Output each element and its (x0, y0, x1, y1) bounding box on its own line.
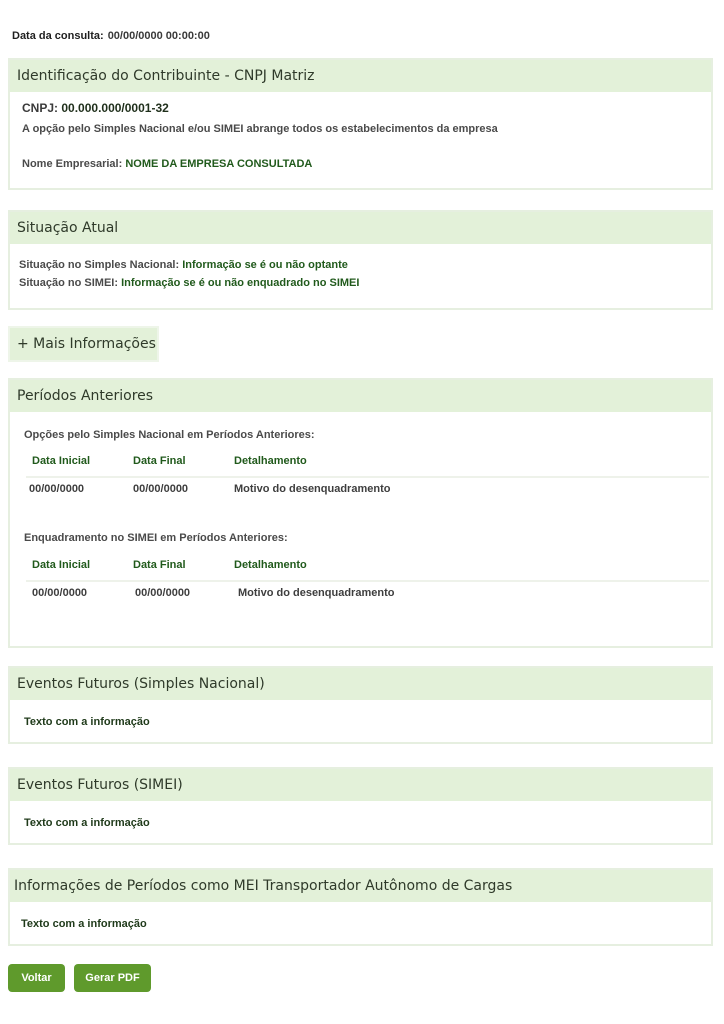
column-header-data-final: Data Final (133, 559, 186, 571)
mei-transportador-panel (8, 868, 713, 946)
table-header-row (26, 448, 709, 474)
table-header-row (26, 552, 709, 578)
voltar-button[interactable]: Voltar (8, 964, 65, 992)
column-header-data-inicial: Data Inicial (32, 455, 91, 467)
table-cell-data-inicial: 00/00/0000 (32, 587, 88, 599)
column-header-detalhamento: Detalhamento (234, 559, 307, 571)
consulta-label: Data da consulta: (12, 30, 104, 42)
situacao-simples-label: Situação no Simples Nacional: (19, 259, 180, 271)
table-cell-data-inicial: 00/00/0000 (29, 483, 85, 495)
situacao-simei-value: Informação se é ou não enquadrado no SIMEI (121, 277, 360, 289)
eventos-simei-title: Eventos Futuros (SIMEI) (10, 769, 711, 801)
column-header-data-inicial: Data Inicial (32, 559, 91, 571)
mei-transportador-title: Informações de Períodos como MEI Transportador Autônomo de Cargas (10, 870, 711, 902)
periodos-panel (8, 378, 713, 648)
eventos-simei-panel (8, 767, 713, 845)
periodos-simei-subtitle: Enquadramento no SIMEI em Períodos Anteriores: (24, 532, 288, 544)
mei-transportador-text: Texto com a informação (21, 918, 147, 930)
gerar-pdf-button[interactable]: Gerar PDF (74, 964, 151, 992)
situacao-simei-label: Situação no SIMEI: (19, 277, 119, 289)
eventos-simples-text: Texto com a informação (24, 716, 150, 728)
mais-informacoes-button[interactable]: + Mais Informações (8, 326, 159, 362)
table-divider (26, 476, 709, 478)
identificacao-title: Identificação do Contribuinte - CNPJ Matriz (10, 60, 711, 92)
column-header-detalhamento: Detalhamento (234, 455, 307, 467)
consulta-value: 00/00/0000 00:00:00 (107, 30, 210, 42)
situacao-panel (8, 210, 713, 310)
table-cell-data-final: 00/00/0000 (135, 587, 191, 599)
table-cell-detalhamento: Motivo do desenquadramento (238, 587, 395, 599)
opcao-text: A opção pelo Simples Nacional e/ou SIMEI abrange todos os estabelecimentos da empresa (22, 123, 498, 135)
nome-line (22, 158, 312, 170)
situacao-simples-line (19, 259, 348, 271)
consulta-line (12, 30, 210, 42)
eventos-simei-text: Texto com a informação (24, 817, 150, 829)
table-divider (26, 580, 709, 582)
cnpj-line (22, 101, 169, 115)
nome-label: Nome Empresarial: (22, 158, 123, 170)
table-row (26, 578, 709, 608)
table-cell-data-final: 00/00/0000 (133, 483, 189, 495)
table-cell-detalhamento: Motivo do desenquadramento (234, 483, 391, 495)
eventos-simples-title: Eventos Futuros (Simples Nacional) (10, 668, 711, 700)
identificacao-panel (8, 58, 713, 190)
cnpj-label: CNPJ: (22, 101, 59, 115)
table-row (26, 474, 709, 504)
eventos-simples-panel (8, 666, 713, 744)
situacao-simei-line (19, 277, 359, 289)
column-header-data-final: Data Final (133, 455, 186, 467)
periodos-title: Períodos Anteriores (10, 380, 711, 412)
nome-value: NOME DA EMPRESA CONSULTADA (125, 158, 313, 170)
cnpj-value: 00.000.000/0001-32 (61, 101, 169, 115)
situacao-title: Situação Atual (10, 212, 711, 244)
periodos-simples-subtitle: Opções pelo Simples Nacional em Períodos Anteriores: (24, 429, 315, 441)
situacao-simples-value: Informação se é ou não optante (182, 259, 348, 271)
